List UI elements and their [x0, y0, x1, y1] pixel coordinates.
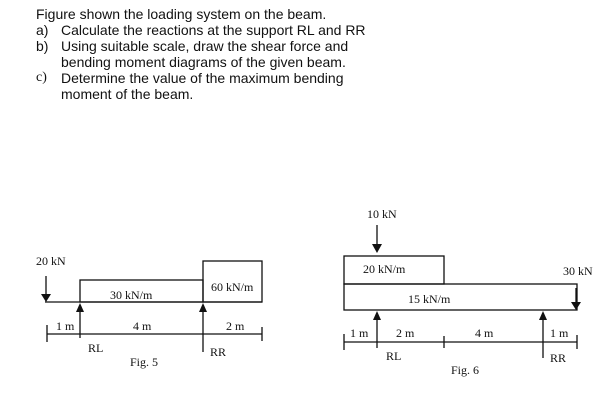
fig5-dim-3-label: 2 m	[226, 319, 245, 333]
fig6-dim-1-label: 1 m	[350, 326, 369, 340]
fig5-dim-1-label: 1 m	[56, 319, 75, 333]
part-text: Determine the value of the maximum bending moment of the beam.	[61, 70, 344, 102]
part-marker: a)	[36, 22, 49, 38]
fig6-udl-top-label: 20 kN/m	[363, 262, 406, 276]
fig6-point-load-left-label: 10 kN	[367, 207, 397, 221]
fig5-support-rl-label: RL	[88, 341, 104, 355]
fig5-caption: Fig. 5	[130, 355, 159, 369]
fig6-dim-3-label: 4 m	[475, 326, 494, 340]
fig6-dim-2-label: 2 m	[396, 326, 415, 340]
fig6-caption: Fig. 6	[451, 363, 480, 377]
fig5-support-rr-arrowhead	[199, 303, 207, 312]
fig6-udl-bottom-label: 15 kN/m	[408, 292, 451, 306]
fig6-point-load-left-arrowhead	[372, 244, 382, 253]
fig5-support-rr-label: RR	[210, 345, 227, 359]
fig5-point-load-arrowhead	[41, 294, 51, 302]
fig5-support-rl-arrowhead	[76, 303, 84, 312]
fig6	[344, 225, 581, 358]
fig6-support-rl-arrowhead	[373, 311, 381, 320]
fig6-dim-4-label: 1 m	[550, 326, 569, 340]
fig6-point-load-right-label: 30 kN	[563, 264, 593, 278]
fig5	[41, 261, 262, 352]
part-text: Calculate the reactions at the support RL and RR	[61, 22, 366, 38]
fig6-support-rr-arrowhead	[539, 311, 547, 320]
fig5-udl-1-label: 30 kN/m	[110, 288, 153, 302]
fig6-support-rl-label: RL	[386, 349, 402, 363]
fig6-point-load-right-arrowhead	[571, 302, 581, 310]
part-marker: b)	[36, 38, 49, 54]
fig5-point-load-label: 20 kN	[36, 254, 66, 268]
part-text: Using suitable scale, draw the shear force and bending moment diagrams of the given beam.	[61, 38, 349, 70]
fig6-support-rr-label: RR	[550, 351, 567, 365]
fig6-udl-bottom-block	[344, 284, 577, 310]
part-marker: c)	[36, 70, 47, 85]
fig5-udl-2-label: 60 kN/m	[211, 280, 254, 294]
fig5-dim-2-label: 4 m	[133, 319, 152, 333]
question-intro: Figure shown the loading system on the beam.	[36, 6, 327, 22]
